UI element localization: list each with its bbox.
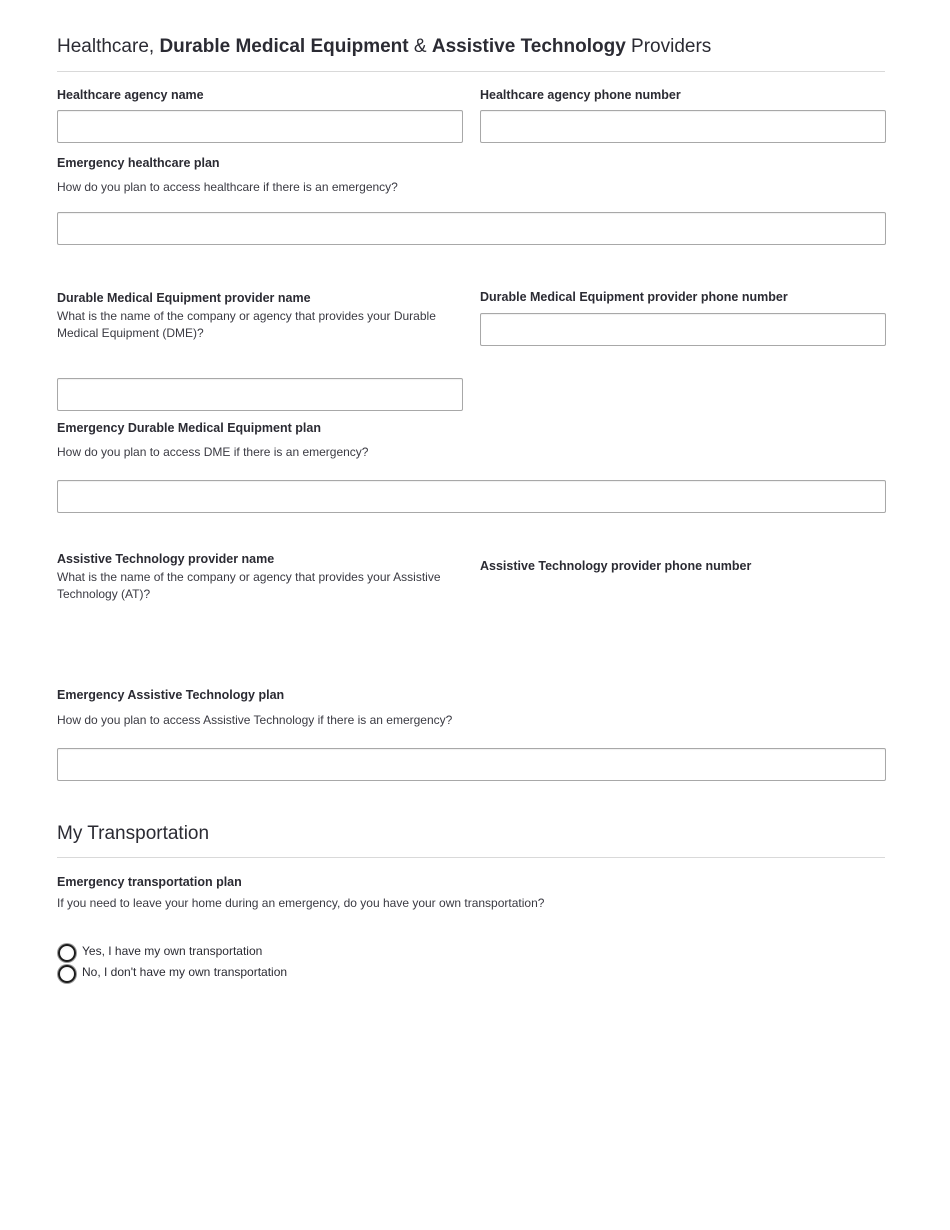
agency-name-label: Healthcare agency name: [57, 88, 204, 102]
emergency-healthcare-plan-input[interactable]: [57, 212, 886, 245]
dme-provider-name-input[interactable]: [57, 378, 463, 411]
emergency-dme-plan-help: How do you plan to access DME if there is an emergency?: [57, 445, 369, 459]
title-text-2: &: [408, 36, 432, 57]
emergency-dme-plan-input[interactable]: [57, 480, 886, 513]
radio-no[interactable]: [58, 965, 76, 983]
agency-phone-label: Healthcare agency phone number: [480, 88, 681, 102]
radio-yes-label: Yes, I have my own transportation: [82, 944, 263, 958]
agency-phone-input[interactable]: [480, 110, 886, 143]
title-text-1: Healthcare,: [57, 36, 160, 57]
transportation-plan-label: Emergency transportation plan: [57, 875, 242, 889]
title-text-at: Assistive Technology: [431, 36, 626, 57]
healthcare-section-title: [57, 36, 711, 58]
dme-provider-phone-input[interactable]: [480, 313, 886, 346]
radio-no-label: No, I don't have my own transportation: [82, 965, 288, 979]
dme-provider-name-help: What is the name of the company or agency that provides your Durable Medical Equipment (DME)?: [57, 309, 436, 340]
dme-provider-name-label: Durable Medical Equipment provider name: [57, 291, 311, 305]
emergency-at-plan-label: Emergency Assistive Technology plan: [57, 688, 285, 702]
at-provider-name-label: Assistive Technology provider name: [57, 552, 275, 566]
emergency-healthcare-plan-help: How do you plan to access healthcare if there is an emergency?: [57, 180, 398, 194]
transportation-section-title: My Transportation: [57, 823, 210, 844]
emergency-dme-plan-label: Emergency Durable Medical Equipment plan: [57, 421, 321, 435]
agency-name-input[interactable]: [57, 110, 463, 143]
radio-yes[interactable]: [58, 944, 76, 962]
title-text-3: Providers: [625, 36, 712, 57]
transportation-divider: [57, 857, 885, 858]
emergency-at-plan-input[interactable]: [57, 748, 886, 781]
transportation-plan-help: If you need to leave your home during an emergency, do you have your own transportation?: [57, 896, 545, 910]
section-divider: [57, 71, 885, 72]
dme-provider-phone-label: Durable Medical Equipment provider phone number: [480, 290, 788, 304]
emergency-healthcare-plan-label: Emergency healthcare plan: [57, 156, 220, 170]
transportation-option-no[interactable]: [58, 962, 287, 982]
emergency-at-plan-help: How do you plan to access Assistive Technology if there is an emergency?: [57, 713, 453, 727]
title-text-dme: Durable Medical Equipment: [159, 36, 409, 57]
at-provider-name-help: What is the name of the company or agency that provides your Assistive Technology (AT)?: [57, 570, 441, 601]
transportation-option-yes[interactable]: [58, 941, 262, 961]
at-provider-phone-label: Assistive Technology provider phone number: [480, 559, 752, 573]
